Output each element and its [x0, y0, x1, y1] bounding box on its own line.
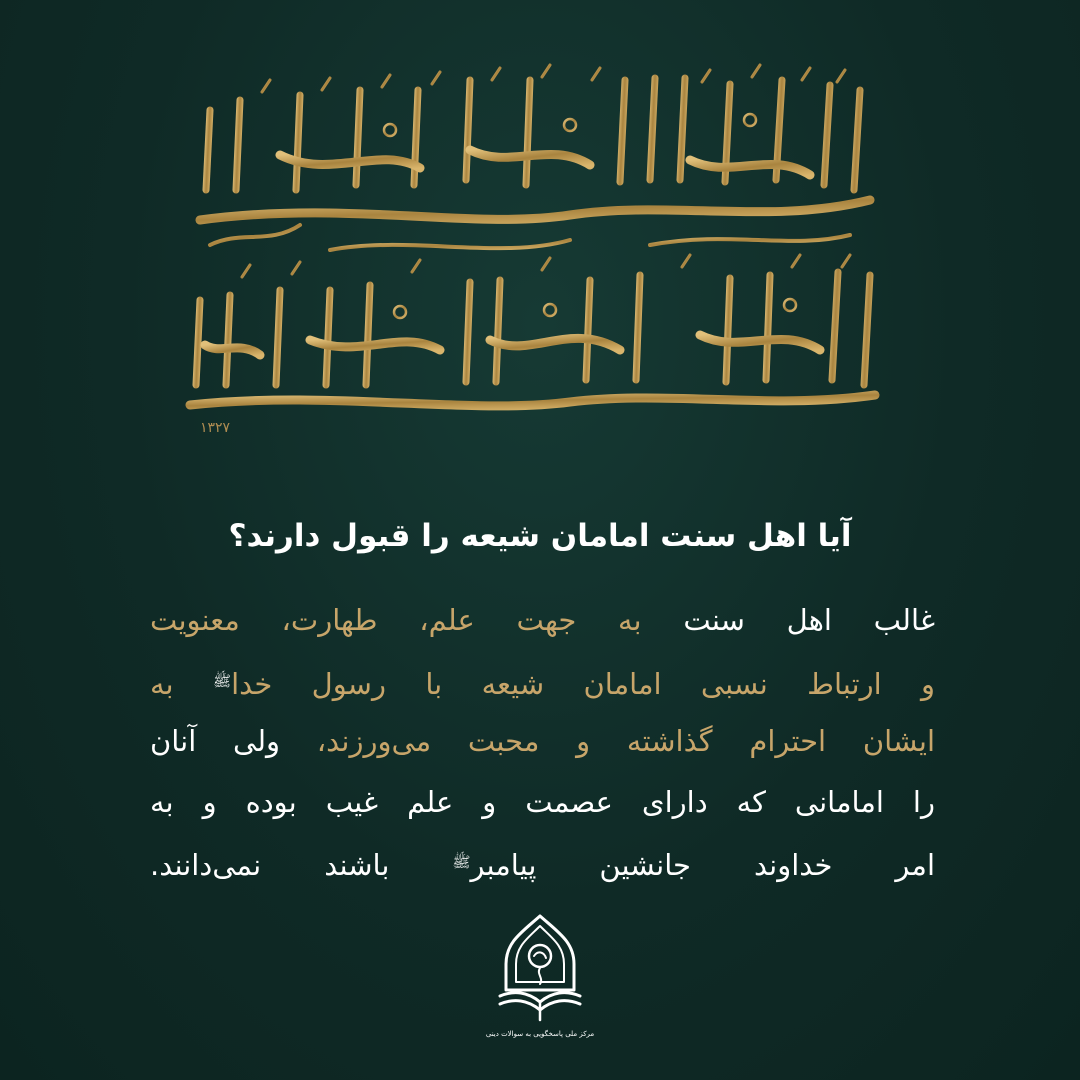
paragraph-text-white: باشند نمی‌دانند. — [150, 848, 390, 882]
salawat-symbol: ﷺ — [212, 671, 232, 690]
paragraph-text-gold: و ارتباط نسبی امامان شیعه با رسول خدا — [231, 666, 935, 701]
calligraphy-signature: ١٣٢٧ — [200, 420, 231, 436]
question-heading: آیا اهل سنت امامان شیعه را قبول دارند؟ — [228, 518, 852, 554]
paragraph-text-white: ولی آنان — [150, 724, 281, 758]
paragraph-line-3 — [150, 711, 935, 772]
paragraph-line-5 — [150, 832, 935, 893]
center-logo — [485, 912, 595, 1042]
logo-caption: مرکز ملی پاسخگویی به سوالات دینی — [485, 1030, 595, 1038]
paragraph-text-gold: به — [150, 666, 174, 701]
paragraph-text-white: امر خداوند جانشین پیامبر — [470, 848, 936, 882]
paragraph-line-2 — [150, 651, 935, 712]
paragraph-line-4 — [150, 772, 935, 833]
paragraph-text-white: را امامانی که دارای عصمت و علم غیب بوده و به — [150, 784, 935, 819]
paragraph-text-white: غالب اهل سنت — [683, 603, 935, 637]
calligraphy-artwork — [170, 50, 890, 440]
answer-paragraph — [150, 590, 935, 893]
paragraph-line-1 — [150, 590, 935, 651]
paragraph-text-gold: ایشان احترام گذاشته و محبت می‌ورزند، — [316, 724, 935, 758]
paragraph-text-gold: به جهت علم، طهارت، معنویت — [150, 603, 642, 637]
salawat-symbol: ﷺ — [452, 853, 471, 871]
